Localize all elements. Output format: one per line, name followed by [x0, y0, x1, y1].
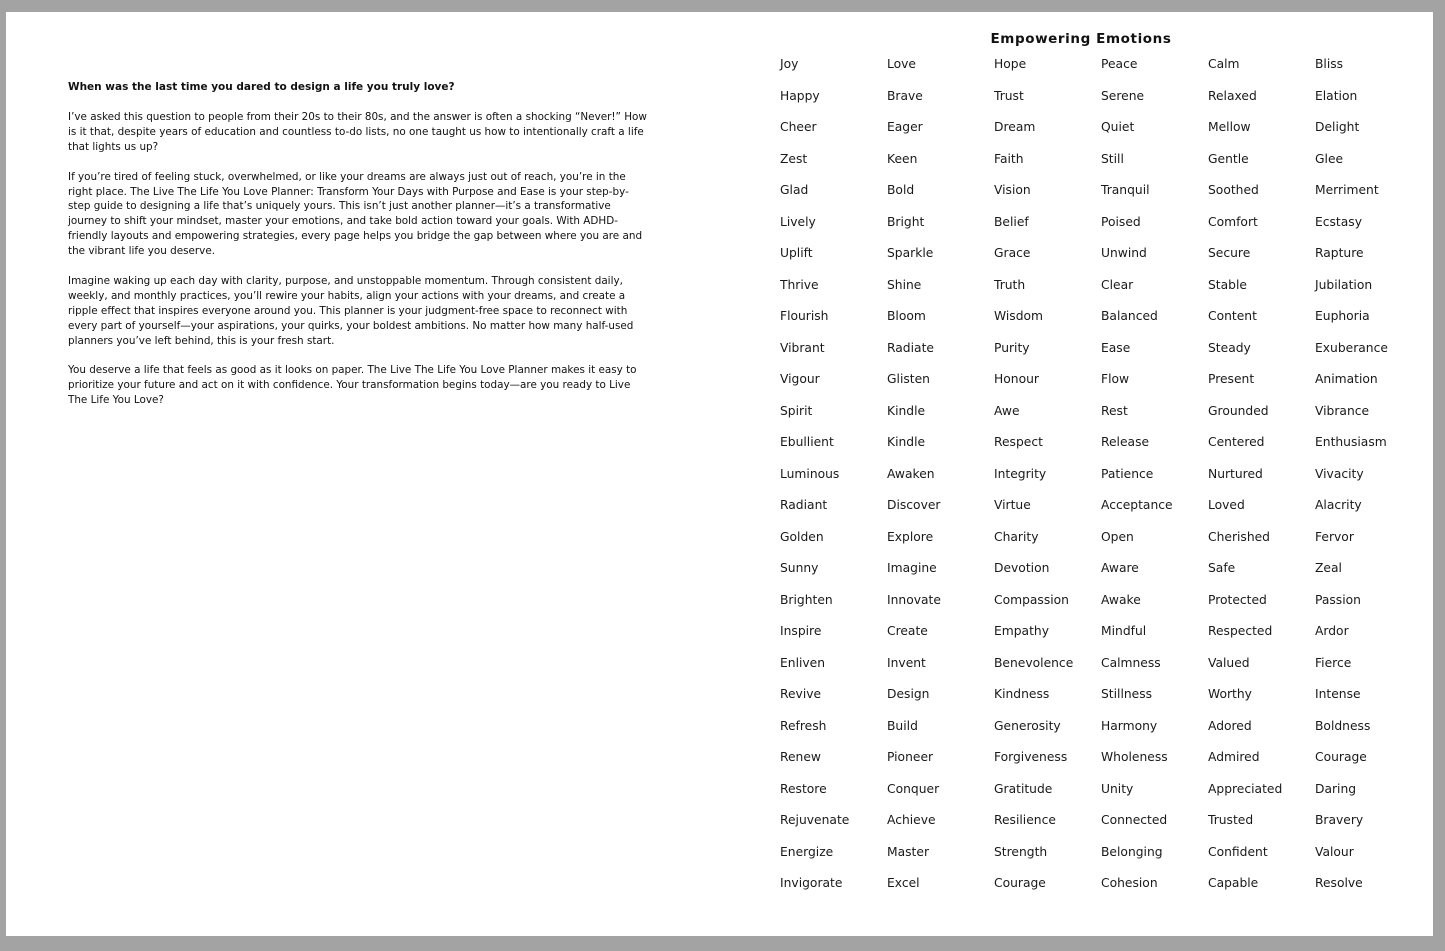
emotion-word: Capable	[1208, 876, 1259, 890]
emotion-word: Thrive	[780, 277, 819, 292]
emotion-word: Integrity	[994, 466, 1047, 481]
emotion-word: Ecstasy	[1315, 214, 1362, 229]
emotion-word: Grace	[994, 246, 1031, 260]
emotion-word: Peace	[1101, 57, 1138, 71]
emotion-word: Discover	[887, 498, 941, 512]
emotion-word: Radiant	[780, 498, 828, 512]
emotion-word: Kindle	[887, 435, 926, 449]
emotion-word: Fervor	[1315, 529, 1354, 544]
emotion-word: Achieve	[887, 813, 936, 827]
emotion-word: Serene	[1101, 88, 1145, 103]
emotion-column	[1101, 54, 1208, 905]
emotion-word: Intense	[1315, 687, 1361, 701]
emotion-word: Relaxed	[1208, 88, 1257, 103]
emotion-word: Aware	[1101, 561, 1139, 575]
intro-paragraph: Imagine waking up each day with clarity, purpose, and unstoppable momentum. Through consistent daily, weekly, and monthly practices, you’ll rewire your habits, align your actions with your dreams, and create a ripple effect that inspires everyone around you. This planner is your judgment-free space to reconnect with every part of yourself—your aspirations, your quirks, your boldest ambitions. No matter how many half-used planners you’ve left behind, this is your fresh start.	[68, 274, 634, 347]
emotion-word: Flow	[1101, 372, 1130, 386]
intro-heading: When was the last time you dared to design a life you truly love?	[68, 81, 455, 93]
emotion-word: Mindful	[1101, 624, 1147, 638]
emotion-word: Build	[887, 718, 918, 733]
emotion-word: Steady	[1208, 340, 1251, 355]
emotion-word: Belief	[994, 214, 1029, 229]
emotion-word: Adored	[1208, 718, 1252, 733]
emotion-word: Cohesion	[1101, 876, 1158, 890]
emotion-word: Renew	[780, 750, 821, 764]
emotion-word: Ardor	[1315, 624, 1349, 638]
emotion-word: Belonging	[1101, 844, 1163, 859]
emotion-word: Bravery	[1315, 813, 1364, 827]
emotion-word: Generosity	[994, 718, 1061, 733]
emotion-word: Innovate	[887, 592, 941, 607]
emotion-word: Calmness	[1101, 655, 1161, 670]
emotion-column	[1315, 54, 1422, 905]
emotion-word: Stable	[1208, 277, 1247, 292]
intro-paragraph: If you’re tired of feeling stuck, overwhelmed, or like your dreams are always just out of reach, you’re in the right place. The Live The Life You Love Planner: Transform Your Days with Purpose and Ease is your step-by-step guide to designing a life that’s uniquely yours. This isn’t just another planner—it’s a transformative journey to shift your mindset, master your emotions, and take bold action toward your goals. With ADHD-friendly layouts and empowering strategies, every page helps you bridge the gap between where you are and the vibrant life you deserve.	[68, 170, 643, 258]
emotion-word: Delight	[1315, 120, 1360, 134]
emotion-word: Compassion	[994, 592, 1069, 607]
emotion-word: Revive	[780, 687, 822, 701]
emotion-word: Clear	[1101, 277, 1134, 292]
emotion-word: Jubilation	[1315, 277, 1373, 292]
emotion-word: Brighten	[780, 592, 833, 607]
emotion-word: Awe	[994, 403, 1020, 418]
emotion-word: Refresh	[780, 718, 827, 733]
emotion-column	[780, 54, 887, 905]
emotion-word: Energize	[780, 844, 834, 859]
emotion-word: Invent	[887, 655, 926, 670]
emotion-word: Protected	[1208, 592, 1267, 607]
emotion-word: Appreciated	[1208, 781, 1283, 796]
emotion-word: Rest	[1101, 403, 1128, 418]
emotion-word: Resolve	[1315, 876, 1363, 890]
emotion-word: Acceptance	[1101, 498, 1173, 512]
emotion-word: Ebullient	[780, 435, 834, 449]
emotion-word: Admired	[1208, 750, 1260, 764]
emotion-word: Awake	[1101, 592, 1141, 607]
emotion-word: Enthusiasm	[1315, 435, 1387, 449]
emotion-word: Elation	[1315, 88, 1358, 103]
emotion-word: Hope	[994, 57, 1027, 71]
emotion-word: Ease	[1101, 340, 1131, 355]
emotion-word: Shine	[887, 277, 922, 292]
emotion-word: Cheer	[780, 120, 817, 134]
emotion-word: Inspire	[780, 624, 822, 638]
emotion-word: Euphoria	[1315, 309, 1370, 323]
emotion-word: Benevolence	[994, 655, 1074, 670]
emotion-word: Respect	[994, 435, 1043, 449]
emotion-word: Animation	[1315, 372, 1378, 386]
emotion-word: Wholeness	[1101, 750, 1168, 764]
emotion-word: Luminous	[780, 466, 840, 481]
page-spread	[6, 12, 1433, 936]
emotion-word: Excel	[887, 876, 920, 890]
emotion-word: Gratitude	[994, 781, 1053, 796]
emotion-word: Respected	[1208, 624, 1273, 638]
emotion-word: Keen	[887, 151, 918, 166]
emotion-word: Invigorate	[780, 876, 843, 890]
emotion-word: Design	[887, 687, 930, 701]
emotion-word: Vibrant	[780, 340, 825, 355]
emotion-word: Trusted	[1208, 813, 1254, 827]
emotion-word: Gentle	[1208, 151, 1249, 166]
emotion-word: Truth	[994, 277, 1026, 292]
emotion-word: Daring	[1315, 781, 1357, 796]
emotions-title: Empowering Emotions	[990, 31, 1172, 47]
emotion-word: Vigour	[780, 372, 820, 386]
emotion-word: Virtue	[994, 498, 1031, 512]
emotion-word: Love	[887, 57, 917, 71]
emotion-column	[887, 54, 994, 905]
emotion-word: Lively	[780, 214, 816, 229]
emotion-word: Courage	[994, 876, 1046, 890]
emotion-word: Unwind	[1101, 246, 1147, 260]
intro-paragraph: You deserve a life that feels as good as it looks on paper. The Live The Life You Love Planner makes it easy to prioritize your future and act on it with confidence. Your transformation begins today—are you ready to Live The Life You Love?	[68, 364, 637, 407]
emotion-column	[994, 54, 1101, 905]
emotion-word: Kindness	[994, 687, 1050, 701]
emotion-word: Restore	[780, 781, 827, 796]
emotion-word: Uplift	[780, 246, 813, 260]
emotion-word: Dream	[994, 120, 1036, 134]
emotion-word: Cherished	[1208, 529, 1270, 544]
emotion-word: Zeal	[1315, 561, 1342, 575]
emotion-word: Grounded	[1208, 403, 1269, 418]
emotion-word: Trust	[994, 88, 1024, 103]
intro-paragraph: I’ve asked this question to people from their 20s to their 80s, and the answer is often a shocking “Never!” How is it that, despite years of education and countless to-do lists, no one taught us how to intentionally craft a life that lights us up?	[68, 111, 647, 153]
emotion-word: Nurtured	[1208, 466, 1263, 481]
emotion-word: Comfort	[1208, 214, 1258, 229]
emotion-word: Spirit	[780, 403, 813, 418]
emotion-word: Balanced	[1101, 309, 1158, 323]
emotion-word: Conquer	[887, 781, 940, 796]
emotion-word: Purity	[994, 340, 1030, 355]
emotion-word: Bliss	[1315, 57, 1344, 71]
emotion-column	[1208, 54, 1315, 905]
emotion-word: Zest	[780, 151, 808, 166]
emotion-word: Calm	[1208, 57, 1240, 71]
emotion-word: Confident	[1208, 844, 1268, 859]
emotion-word: Patience	[1101, 466, 1154, 481]
emotion-word: Vivacity	[1315, 466, 1364, 481]
emotion-word: Centered	[1208, 435, 1265, 449]
emotion-word: Rapture	[1315, 246, 1364, 260]
emotion-word: Joy	[780, 57, 799, 71]
emotion-word: Release	[1101, 435, 1150, 449]
emotion-word: Awaken	[887, 466, 935, 481]
emotion-word: Flourish	[780, 309, 829, 323]
emotion-word: Kindle	[887, 403, 926, 418]
emotion-word: Radiate	[887, 340, 934, 355]
emotion-word: Connected	[1101, 813, 1168, 827]
emotion-word: Glisten	[887, 372, 930, 386]
emotion-word: Explore	[887, 529, 934, 544]
emotion-word: Vision	[994, 183, 1031, 197]
emotion-word: Sunny	[780, 561, 819, 575]
emotion-word: Loved	[1208, 498, 1245, 512]
emotion-word: Create	[887, 624, 928, 638]
emotion-word: Secure	[1208, 246, 1251, 260]
emotion-word: Quiet	[1101, 120, 1135, 134]
emotion-word: Content	[1208, 309, 1257, 323]
emotion-word: Present	[1208, 372, 1255, 386]
emotion-word: Valued	[1208, 655, 1250, 670]
emotion-word: Glee	[1315, 151, 1344, 166]
emotion-word: Forgiveness	[994, 750, 1068, 764]
emotion-word: Poised	[1101, 214, 1141, 229]
emotion-word: Vibrance	[1315, 403, 1370, 418]
emotion-word: Passion	[1315, 592, 1361, 607]
emotion-word: Mellow	[1208, 120, 1251, 134]
emotion-word: Brave	[887, 88, 923, 103]
emotion-word: Rejuvenate	[780, 813, 850, 827]
emotion-word: Resilience	[994, 813, 1056, 827]
emotion-word: Courage	[1315, 750, 1367, 764]
emotion-word: Bright	[887, 214, 925, 229]
emotion-word: Eager	[887, 120, 923, 134]
emotion-word: Glad	[780, 183, 809, 197]
emotion-word: Stillness	[1101, 687, 1153, 701]
emotion-word: Open	[1101, 529, 1134, 544]
emotion-word: Happy	[780, 88, 820, 103]
emotion-word: Bold	[887, 183, 915, 197]
emotion-word: Imagine	[887, 561, 937, 575]
emotion-word: Merriment	[1315, 183, 1379, 197]
emotion-word: Enliven	[780, 655, 826, 670]
emotion-word: Still	[1101, 151, 1124, 166]
emotion-word: Harmony	[1101, 718, 1158, 733]
emotion-word: Safe	[1208, 561, 1236, 575]
emotion-word: Exuberance	[1315, 340, 1388, 355]
emotion-word: Bloom	[887, 309, 926, 323]
emotion-word: Boldness	[1315, 718, 1371, 733]
emotion-word: Strength	[994, 844, 1048, 859]
emotion-word: Fierce	[1315, 655, 1352, 670]
emotion-word: Faith	[994, 151, 1024, 166]
emotion-word: Alacrity	[1315, 498, 1362, 512]
emotion-word: Master	[887, 844, 929, 859]
emotion-word: Soothed	[1208, 183, 1259, 197]
emotion-word: Worthy	[1208, 687, 1252, 701]
emotion-word: Unity	[1101, 781, 1134, 796]
emotion-word: Sparkle	[887, 246, 934, 260]
left-page	[68, 80, 648, 423]
emotion-word: Valour	[1315, 844, 1354, 859]
emotion-word: Tranquil	[1101, 183, 1150, 197]
emotion-word: Empathy	[994, 624, 1049, 638]
emotion-word: Honour	[994, 372, 1039, 386]
emotion-word: Pioneer	[887, 750, 934, 764]
emotion-word: Golden	[780, 529, 824, 544]
emotion-word: Devotion	[994, 561, 1050, 575]
emotion-word: Wisdom	[994, 309, 1044, 323]
emotion-word: Charity	[994, 529, 1039, 544]
